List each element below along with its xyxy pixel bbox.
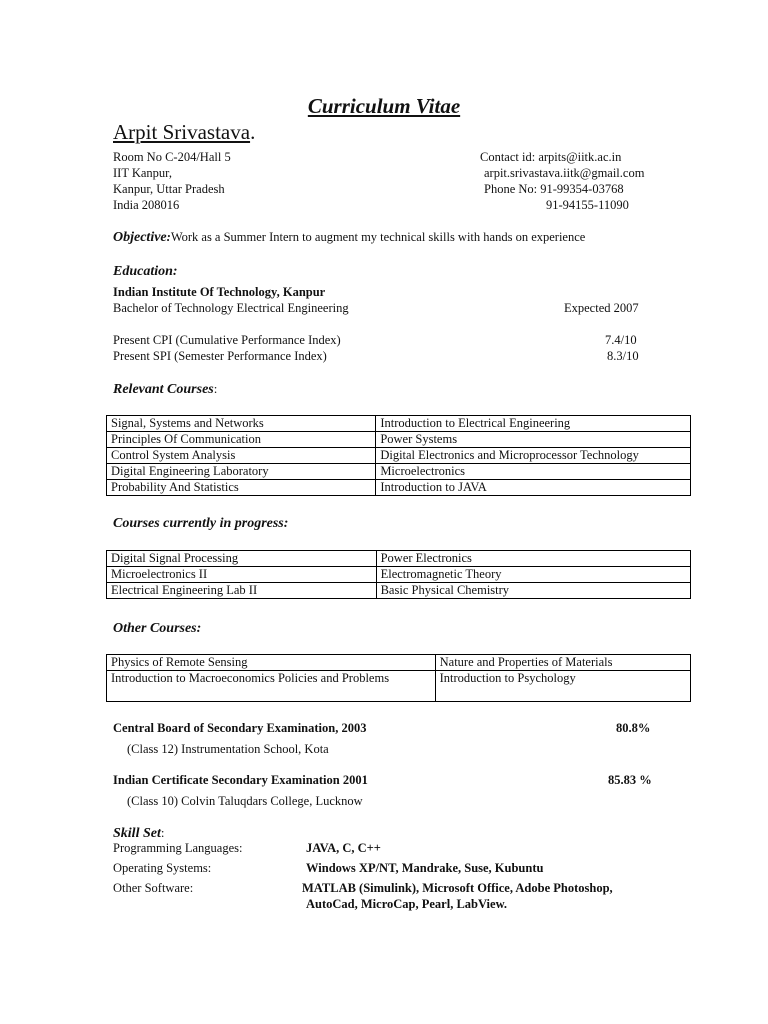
table-cell: Electrical Engineering Lab II (107, 583, 377, 599)
software-label: Other Software: (113, 881, 194, 895)
table-cell: Introduction to Electrical Engineering (376, 416, 691, 432)
table-cell: Electromagnetic Theory (376, 567, 690, 583)
current-courses-table (106, 550, 691, 599)
table-cell: Probability And Statistics (107, 480, 376, 496)
current-courses-heading: Courses currently in progress: (113, 516, 289, 531)
contact-phone: Phone No: 91-99354-03768 (484, 182, 624, 196)
table-cell: Digital Signal Processing (107, 551, 377, 567)
spi-label: Present SPI (Semester Performance Index) (113, 349, 327, 363)
name-suffix: . (250, 120, 256, 144)
objective-label: Objective (113, 230, 167, 245)
document-title: Curriculum Vitae (307, 94, 461, 118)
degree-expected: Expected 2007 (564, 301, 639, 315)
contact-email-alt: arpit.srivastava.iitk@gmail.com (484, 166, 645, 180)
skills-title: Skill Set (113, 826, 161, 841)
programming-value: JAVA, C, C++ (306, 841, 381, 855)
icse-score: 85.83 % (608, 773, 652, 787)
table-cell: Control System Analysis (107, 448, 376, 464)
candidate-name: Arpit Srivastava (113, 120, 251, 144)
table-cell: Power Systems (376, 432, 691, 448)
table-row (107, 480, 691, 496)
cpi-label: Present CPI (Cumulative Performance Index) (113, 333, 341, 347)
table-cell: Digital Electronics and Microprocessor Technology (376, 448, 691, 464)
other-courses-heading: Other Courses: (113, 621, 202, 636)
cbse-detail: (Class 12) Instrumentation School, Kota (127, 742, 329, 756)
degree: Bachelor of Technology Electrical Engineering (113, 301, 349, 315)
address-line-2: IIT Kanpur, (113, 166, 172, 180)
icse-detail: (Class 10) Colvin Taluqdars College, Lucknow (127, 794, 363, 808)
table-cell: Digital Engineering Laboratory (107, 464, 376, 480)
table-row (107, 655, 691, 671)
objective-colon: : (166, 230, 171, 244)
table-row (107, 583, 691, 599)
table-cell: Physics of Remote Sensing (107, 655, 436, 671)
contact-email: Contact id: arpits@iitk.ac.in (480, 150, 622, 164)
skills-colon: : (160, 825, 165, 840)
os-label: Operating Systems: (113, 861, 212, 875)
address-line-3: Kanpur, Uttar Pradesh (113, 182, 225, 196)
address-line-1: Room No C-204/Hall 5 (113, 150, 231, 164)
address-line-4: India 208016 (113, 198, 180, 212)
contact-phone-alt: 91-94155-11090 (546, 198, 629, 212)
objective (113, 230, 585, 246)
table-cell: Nature and Properties of Materials (435, 655, 690, 671)
table-cell: Introduction to Psychology (435, 671, 690, 702)
table-row (107, 551, 691, 567)
objective-text: Work as a Summer Intern to augment my technical skills with hands on experience (170, 230, 586, 244)
table-row (107, 416, 691, 432)
table-row (107, 432, 691, 448)
table-cell: Basic Physical Chemistry (376, 583, 690, 599)
skills-heading (113, 825, 164, 842)
institute-name: Indian Institute Of Technology, Kanpur (113, 285, 326, 299)
cbse-score: 80.8% (616, 721, 651, 735)
software-value-line1: MATLAB (Simulink), Microsoft Office, Adobe Photoshop, (302, 881, 613, 895)
cpi-value: 7.4/10 (605, 333, 637, 347)
icse-title: Indian Certificate Secondary Examination 2001 (113, 773, 368, 787)
table-row (107, 671, 691, 702)
relevant-courses-title: Relevant Courses (113, 382, 214, 397)
programming-label: Programming Languages: (113, 841, 243, 855)
table-cell: Microelectronics II (107, 567, 377, 583)
table-cell: Introduction to Macroeconomics Policies and Problems (107, 671, 436, 702)
software-value-line2: AutoCad, MicroCap, Pearl, LabView. (306, 897, 508, 911)
os-value: Windows XP/NT, Mandrake, Suse, Kubuntu (306, 861, 544, 875)
other-courses-table (106, 654, 691, 702)
table-row (107, 567, 691, 583)
relevant-courses-colon: : (213, 381, 218, 396)
relevant-courses-heading (113, 381, 217, 398)
relevant-courses-table (106, 415, 691, 496)
cbse-title: Central Board of Secondary Examination, 2003 (113, 721, 367, 735)
name-heading (113, 120, 255, 145)
table-cell: Microelectronics (376, 464, 691, 480)
table-row (107, 448, 691, 464)
table-cell: Power Electronics (376, 551, 690, 567)
spi-value: 8.3/10 (607, 349, 639, 363)
table-cell: Introduction to JAVA (376, 480, 691, 496)
table-row (107, 464, 691, 480)
table-cell: Signal, Systems and Networks (107, 416, 376, 432)
education-heading: Education: (113, 264, 178, 279)
table-cell: Principles Of Communication (107, 432, 376, 448)
